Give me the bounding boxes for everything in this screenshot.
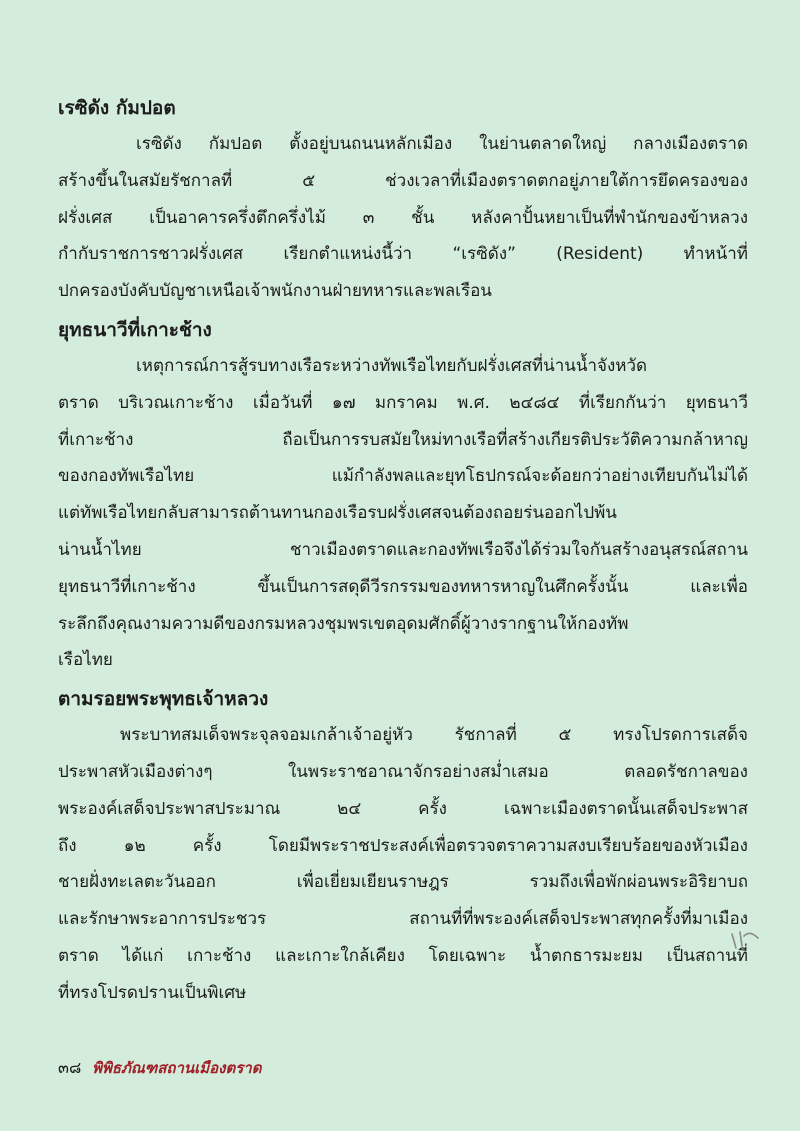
- text-line: และรักษาพระอาการประชวร สถานที่ที่พระองค์เสด็จประพาสทุกครั้งที่มาเมือง: [58, 909, 748, 930]
- text-line: เรือไทย: [58, 650, 113, 671]
- text-line: ชายฝั่งทะเลตะวันออก เพื่อเยี่ยมเยียนราษฎร รวมถึงเพื่อพักผ่อนพระอิริยาบถ: [58, 872, 748, 893]
- text-line: ของกองทัพเรือไทย แม้กำลังพลและยุทโธปกรณ์จะด้อยกว่าอย่างเทียบกันไม่ได้: [58, 466, 748, 487]
- text-line: ที่เกาะช้าง ถือเป็นการรบสมัยใหม่ทางเรือที่สร้างเกียรติประวัติความกล้าหาญ: [58, 429, 748, 450]
- section-heading-royal-footsteps: ตามรอยพระพุทธเจ้าหลวง: [58, 688, 269, 711]
- book-title: พิพิธภัณฑสถานเมืองตราด: [92, 1059, 262, 1077]
- text-line: ถึง ๑๒ ครั้ง โดยมีพระราชประสงค์เพื่อตรวจตราความสงบเรียบร้อยของหัวเมือง: [58, 835, 748, 856]
- text-line: ตราด ได้แก่ เกาะช้าง และเกาะใกล้เคียง โดยเฉพาะ น้ำตกธารมะยม เป็นสถานที่: [58, 945, 748, 966]
- paragraph-residence: [58, 126, 748, 310]
- text-line: พระบาทสมเด็จพระจุลจอมเกล้าเจ้าอยู่หัว รัชกาลที่ ๕ ทรงโปรดการเสด็จ: [120, 725, 748, 746]
- text-line: เหตุการณ์การสู้รบทางเรือระหว่างทัพเรือไทยกับฝรั่งเศสที่น่านน้ำจังหวัด: [136, 355, 648, 376]
- article-body: [58, 90, 748, 1014]
- page-footer: [58, 1057, 261, 1079]
- text-line: ฝรั่งเศส เป็นอาคารครึ่งตึกครึ่งไม้ ๓ ชั้น หลังคาปั้นหยาเป็นที่พำนักของข้าหลวง: [58, 207, 748, 228]
- section-heading-naval-battle: ยุทธนาวีที่เกาะช้าง: [58, 318, 212, 341]
- text-line: แต่ทัพเรือไทยกลับสามารถต้านทานกองเรือรบฝรั่งเศสจนต้องถอยร่นออกไปพ้น: [58, 503, 617, 524]
- text-line: ระลึกถึงคุณงามความดีของกรมหลวงชุมพรเขตอุดมศักดิ์ผู้วางรากฐานให้กองทัพ: [58, 613, 629, 634]
- text-line: ประพาสหัวเมืองต่างๆ ในพระราชอาณาจักรอย่างสม่ำเสมอ ตลอดรัชกาลของ: [58, 761, 748, 782]
- text-line: ที่ทรงโปรดปรานเป็นพิเศษ: [58, 982, 247, 1003]
- paragraph-naval-battle: [58, 348, 748, 679]
- text-line: เรซิดัง กัมปอต ตั้งอยู่บนถนนหลักเมือง ในย่านตลาดใหญ่ กลางเมืองตราด: [136, 134, 748, 154]
- text-line: ยุทธนาวีที่เกาะช้าง ขึ้นเป็นการสดุดีวีรกรรมของทหารหาญในศึกครั้งนั้น และเพื่อ: [58, 576, 748, 597]
- text-line: ปกครองบังคับบัญชาเหนือเจ้าพนักงานฝ่ายทหารและพลเรือน: [58, 281, 492, 302]
- text-line: กำกับราชการชาวฝรั่งเศส เรียกตำแหน่งนี้ว่า “เรซิดัง” (Resident) ทำหน้าที่: [58, 244, 748, 265]
- page-number: ๓๘: [58, 1058, 82, 1077]
- paragraph-royal-footsteps: [58, 717, 748, 1011]
- text-line: สร้างขึ้นในสมัยรัชกาลที่ ๕ ช่วงเวลาที่เมืองตราดตกอยู่ภายใต้การยึดครองของ: [58, 170, 748, 191]
- text-line: ตราด บริเวณเกาะช้าง เมื่อวันที่ ๑๗ มกราคม พ.ศ. ๒๔๘๔ ที่เรียกกันว่า ยุทธนาวี: [58, 392, 748, 413]
- pencil-mark-icon: [728, 928, 762, 952]
- text-line: พระองค์เสด็จประพาสประมาณ ๒๔ ครั้ง เฉพาะเมืองตราดนั้นเสด็จประพาส: [58, 798, 748, 819]
- section-heading-residence: เรซิดัง กัมปอต: [58, 97, 176, 119]
- text-line: น่านน้ำไทย ชาวเมืองตราดและกองทัพเรือจึงได้ร่วมใจกันสร้างอนุสรณ์สถาน: [58, 539, 748, 560]
